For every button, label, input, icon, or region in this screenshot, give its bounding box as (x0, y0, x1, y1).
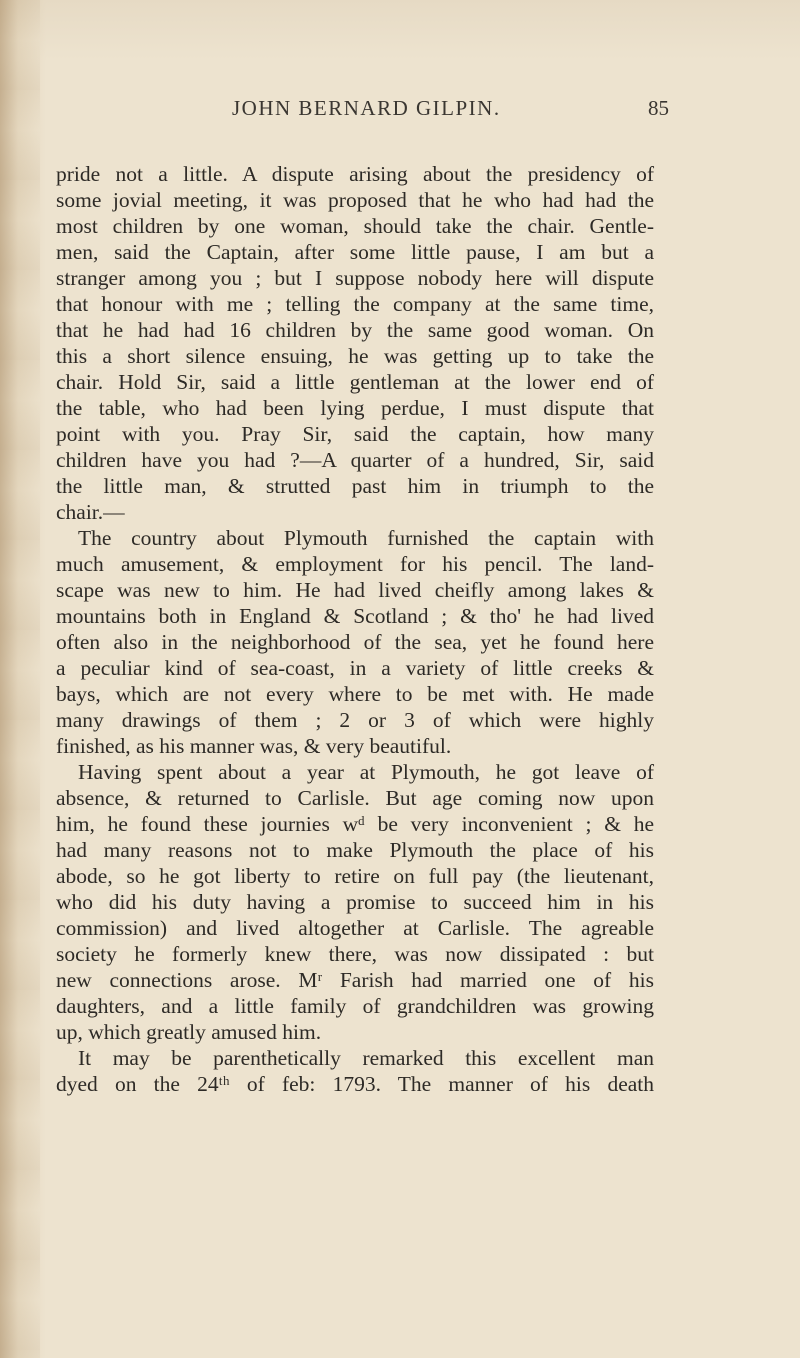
text-line: the little man, & strutted past him in triumph to the (56, 474, 654, 498)
text-line: many drawings of them ; 2 or 3 of which were highly (56, 708, 654, 732)
body-text (56, 161, 654, 1097)
text-line: this a short silence ensuing, he was getting up to take the (56, 344, 654, 368)
text-line: point with you. Pray Sir, said the captain, how many (56, 422, 654, 446)
text-line: pride not a little. A dispute arising about the presidency of (56, 162, 654, 186)
text-line: him, he found these journies wᵈ be very inconvenient ; & he (56, 812, 654, 836)
text-line: Having spent about a year at Plymouth, he got leave of (78, 760, 654, 784)
text-line: that honour with me ; telling the company at the same time, (56, 292, 654, 316)
text-line: men, said the Captain, after some little pause, I am but a (56, 240, 654, 264)
page-number: 85 (648, 96, 669, 120)
text-line: daughters, and a little family of grandchildren was growing (56, 994, 654, 1018)
text-line: had many reasons not to make Plymouth the place of his (56, 838, 654, 862)
text-line: The country about Plymouth furnished the captain with (78, 526, 654, 550)
page-header (0, 96, 800, 122)
text-line: the table, who had been lying perdue, I must dispute that (56, 396, 654, 420)
text-line: who did his duty having a promise to succeed him in his (56, 890, 654, 914)
text-line: abode, so he got liberty to retire on full pay (the lieutenant, (56, 864, 654, 888)
text-line: absence, & returned to Carlisle. But age coming now upon (56, 786, 654, 810)
text-line: that he had had 16 children by the same good woman. On (56, 318, 654, 342)
text-line: mountains both in England & Scotland ; & tho' he had lived (56, 604, 654, 628)
text-line: chair. Hold Sir, said a little gentleman at the lower end of (56, 370, 654, 394)
text-line: stranger among you ; but I suppose nobody here will dispute (56, 266, 654, 290)
text-line: chair.— (56, 500, 125, 524)
text-line: society he formerly knew there, was now dissipated : but (56, 942, 654, 966)
text-line: scape was new to him. He had lived cheifly among lakes & (56, 578, 654, 602)
text-line: some jovial meeting, it was proposed that he who had had the (56, 188, 654, 212)
running-title: JOHN BERNARD GILPIN. (232, 96, 501, 120)
text-line: a peculiar kind of sea-coast, in a variety of little creeks & (56, 656, 654, 680)
text-line: It may be parenthetically remarked this excellent man (78, 1046, 654, 1070)
text-line: most children by one woman, should take the chair. Gentle- (56, 214, 654, 238)
text-line: often also in the neighborhood of the sea, yet he found here (56, 630, 654, 654)
text-line: commission) and lived altogether at Carlisle. The agreable (56, 916, 654, 940)
text-line: dyed on the 24ᵗʰ of feb: 1793. The manner of his death (56, 1072, 654, 1096)
text-line: bays, which are not every where to be met with. He made (56, 682, 654, 706)
page-gutter-shadow (0, 0, 40, 1358)
text-line: new connections arose. Mʳ Farish had married one of his (56, 968, 654, 992)
text-line: up, which greatly amused him. (56, 1020, 322, 1044)
text-line: much amusement, & employment for his pencil. The land- (56, 552, 654, 576)
text-line: children have you had ?—A quarter of a hundred, Sir, said (56, 448, 654, 472)
text-line: finished, as his manner was, & very beautiful. (56, 734, 452, 758)
